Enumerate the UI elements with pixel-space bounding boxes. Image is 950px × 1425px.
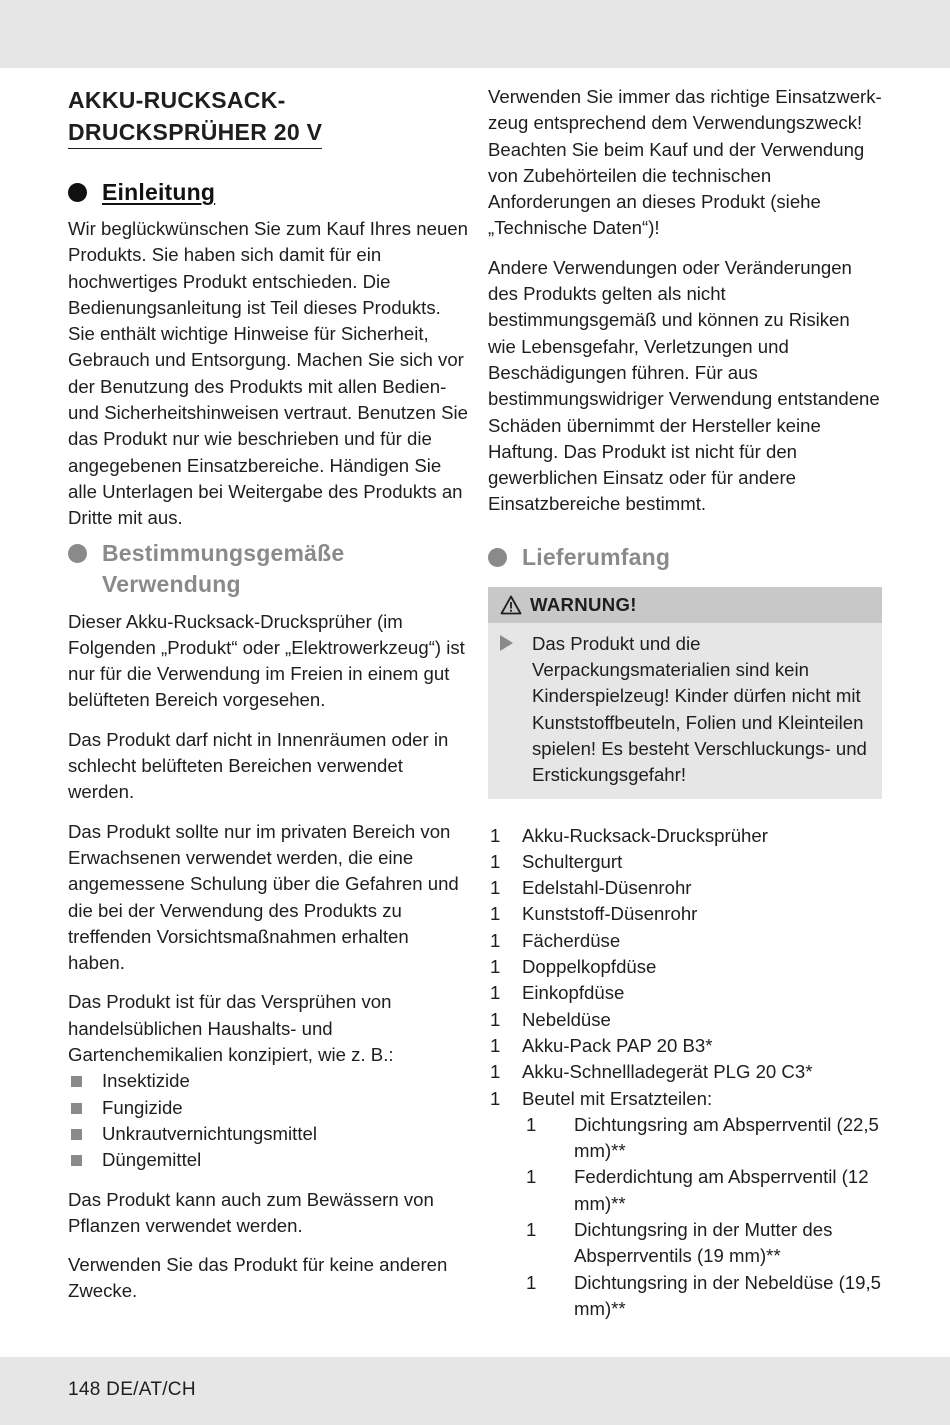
item-name: Nebeldüse <box>522 1008 611 1030</box>
item-name: Dichtungsring in der Mutter des Absperrventils (19 mm)** <box>574 1218 833 1267</box>
header-bar <box>0 0 950 68</box>
list-item-text: Düngemittel <box>102 1149 202 1171</box>
item-name: Edelstahl-Düsenrohr <box>522 877 692 899</box>
arrow-right-icon <box>500 635 513 651</box>
use-paragraph-3: Das Produkt sollte nur im privaten Bereich von Erwachsenen verwendet werden, die eine angemessene Schulung über die Gefahren und die bei der Verwendung des Produkts zu treffenden Vorsichtsmaßnahmen erhalten haben. <box>68 820 459 974</box>
page-number: 148 DE/AT/CH <box>68 1379 196 1400</box>
list-item-text: Unkrautvernichtungsmittel <box>102 1122 317 1144</box>
list-item <box>488 1270 882 1323</box>
item-quantity: 1 <box>490 1087 501 1109</box>
intended-use-heading <box>68 538 468 600</box>
item-name: Schultergurt <box>522 850 623 872</box>
item-name: Akku-Pack PAP 20 B3* <box>522 1034 713 1056</box>
list-item <box>488 1164 882 1217</box>
tool-paragraph: Verwenden Sie immer das richtige Einsatzwerk-zeug entsprechend dem Verwendungszweck! Beachten Sie beim Kauf und der Verwendung von Zubehörteilen die technischen Anforderungen an dieses Produkt (siehe „Technische Daten“)! <box>488 86 882 239</box>
item-quantity: 1 <box>490 877 501 899</box>
warning-body <box>488 623 882 799</box>
item-name: Dichtungsring in der Nebeldüse (19,5 mm)** <box>574 1271 881 1319</box>
item-quantity: 1 <box>490 1061 501 1083</box>
list-item <box>488 1059 882 1085</box>
item-quantity: 1 <box>526 1113 537 1135</box>
use-paragraph-2: Das Produkt darf nicht in Innenräumen oder in schlecht belüfteten Bereichen verwendet werden. <box>68 728 449 803</box>
list-item <box>488 928 882 954</box>
item-quantity: 1 <box>490 1008 501 1030</box>
scope-list <box>488 823 882 1323</box>
item-name: Beutel mit Ersatzteilen: <box>522 1087 713 1109</box>
intro-heading-text: Einleitung <box>102 179 216 205</box>
list-item <box>488 901 882 927</box>
list-item <box>488 1033 882 1059</box>
list-item-text: Insektizide <box>102 1070 190 1092</box>
item-name: Fächerdüse <box>522 929 621 951</box>
intro-paragraph: Wir beglückwünschen Sie zum Kauf Ihres neuen Produkts. Sie haben sich damit für ein hochwertiges Produkt entschieden. Die Bedienungsanleitung ist Teil dieses Produkts. Sie enthält wichtige Hinweise für Sicherheit, Gebrauch und Entsorgung. Machen Sie sich vor der Benutzung des Produkts mit allen Bedien- und Sicherheitshinweisen vertraut. Benutzen Sie das Produkt nur wie beschrieben und für die angegebenen Einsatzbereiche. Händigen Sie alle Unterlagen bei Weitergabe des Produkts an Dritte mit aus. <box>68 218 469 529</box>
section-bullet-icon <box>488 548 507 567</box>
item-quantity: 1 <box>526 1166 537 1188</box>
item-quantity: 1 <box>490 903 501 925</box>
intro-heading <box>68 177 468 208</box>
list-item <box>488 1007 882 1033</box>
list-item <box>488 849 882 875</box>
intended-use-heading-line-1: Bestimmungsgemäße <box>102 539 345 566</box>
warning-text: Das Produkt und die Verpackungsmaterialien sind kein Kinderspielzeug! Kinder dürfen nicht mit Kunststoffbeuteln, Folien und Kleinteilen spielen! Es besteht Verschluckungs- und Erstickungsgefahr! <box>532 632 867 786</box>
list-item <box>488 823 882 849</box>
use-paragraph-4: Das Produkt ist für das Versprühen von handelsüblichen Haushalts- und Gartenchemikalien konzipiert, wie z. B.: <box>68 991 394 1066</box>
scope-heading <box>488 542 882 573</box>
list-item <box>68 1147 468 1173</box>
list-item <box>488 875 882 901</box>
item-name: Einkopfdüse <box>522 982 625 1004</box>
chemicals-list <box>68 1068 468 1173</box>
use-paragraph-6: Verwenden Sie das Produkt für keine anderen Zwecke. <box>68 1254 448 1302</box>
list-item <box>488 1112 882 1165</box>
warning-triangle-icon <box>500 595 522 615</box>
item-quantity: 1 <box>490 824 501 846</box>
scope-heading-text: Lieferumfang <box>522 543 671 570</box>
list-item <box>68 1095 468 1121</box>
document-title <box>68 84 322 149</box>
item-quantity: 1 <box>490 956 501 978</box>
item-name: Kunststoff-Düsenrohr <box>522 903 698 925</box>
right-column <box>488 84 882 1322</box>
warning-title: WARNUNG! <box>530 593 637 615</box>
intended-use-heading-line-2: Verwendung <box>102 570 241 597</box>
item-name: Federdichtung am Absperrventil (12 mm)** <box>574 1166 869 1214</box>
left-column <box>68 84 468 1305</box>
title-line-1: AKKU-RUCKSACK- <box>68 87 286 113</box>
other-use-paragraph: Andere Verwendungen oder Veränderungen des Produkts gelten als nicht bestimmungsgemäß und können zu Risiken wie Lebensgefahr, Verletzungen und Beschädigungen führen. Für aus bestimmungswidriger Verwendung entstandene Schäden übernimmt der Hersteller keine Haftung. Das Produkt ist nicht für den gewerblichen Einsatz oder für andere Einsatzbereiche bestimmt. <box>488 256 880 515</box>
section-bullet-icon <box>68 183 87 202</box>
section-bullet-icon <box>68 544 87 563</box>
list-item <box>68 1121 468 1147</box>
square-bullet-icon <box>71 1129 82 1140</box>
item-quantity: 1 <box>526 1271 537 1293</box>
list-item <box>488 954 882 980</box>
list-item-text: Fungizide <box>102 1096 183 1118</box>
square-bullet-icon <box>71 1076 82 1087</box>
warning-header <box>488 587 882 623</box>
item-quantity: 1 <box>526 1218 537 1240</box>
item-name: Akku-Rucksack-Drucksprüher <box>522 824 768 846</box>
use-paragraph-5: Das Produkt kann auch zum Bewässern von Pflanzen verwendet werden. <box>68 1188 434 1236</box>
item-name: Doppelkopfdüse <box>522 956 657 978</box>
item-name: Akku-Schnellladegerät PLG 20 C3* <box>522 1061 813 1083</box>
list-item <box>488 1217 882 1270</box>
intended-use-heading-text <box>102 538 344 600</box>
list-item <box>488 1086 882 1323</box>
item-name: Dichtungsring am Absperrventil (22,5 mm)** <box>574 1113 879 1162</box>
square-bullet-icon <box>71 1155 82 1166</box>
spare-parts-list <box>522 1112 882 1322</box>
square-bullet-icon <box>71 1103 82 1114</box>
item-quantity: 1 <box>490 850 501 872</box>
item-quantity: 1 <box>490 929 501 951</box>
use-paragraph-1: Dieser Akku-Rucksack-Drucksprüher (im Folgenden „Produkt“ oder „Elektrowerkzeug“) ist nur für die Verwendung im Freien in einem gut belüfteten Bereich vorgesehen. <box>68 610 465 711</box>
title-line-2: DRUCKSPRÜHER 20 V <box>68 119 323 145</box>
warning-box <box>488 587 882 799</box>
item-quantity: 1 <box>490 982 501 1004</box>
list-item <box>488 980 882 1006</box>
item-quantity: 1 <box>490 1034 501 1056</box>
list-item <box>68 1068 468 1094</box>
